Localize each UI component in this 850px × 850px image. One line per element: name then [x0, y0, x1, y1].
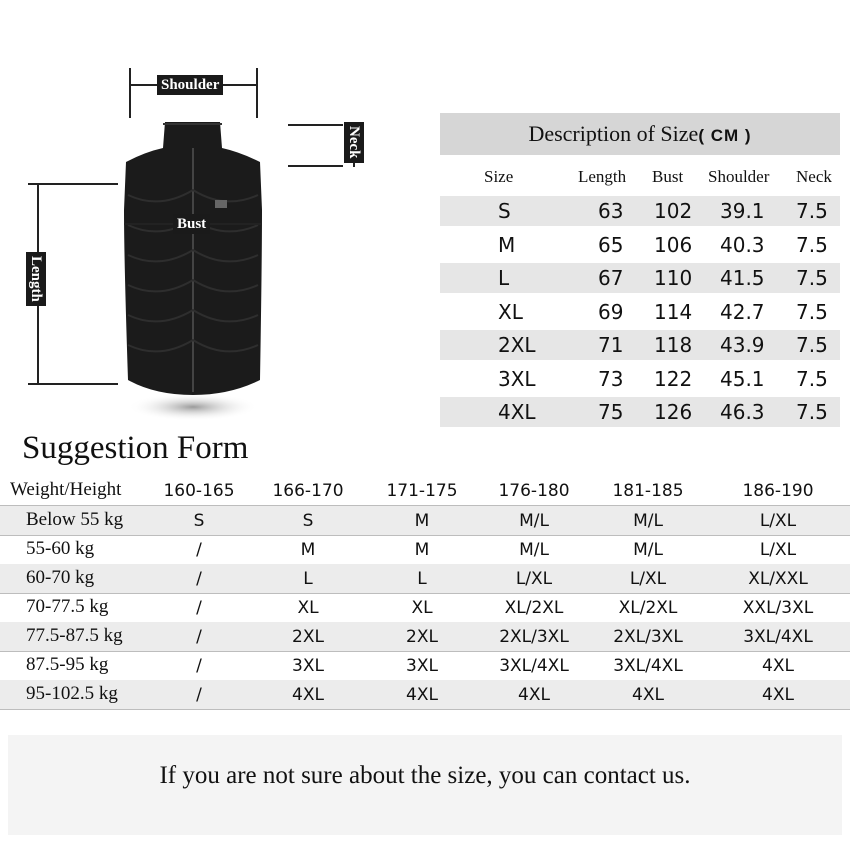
suggestion-row — [0, 622, 850, 652]
suggested-size-cell: L/XL — [515, 569, 553, 589]
suggestion-row — [0, 593, 850, 623]
header-neck: Neck — [796, 167, 832, 186]
suggestion-row — [0, 535, 850, 565]
length-label: Length — [26, 252, 46, 306]
suggested-size-cell: L/XL — [759, 540, 797, 560]
vest-diagram — [0, 0, 420, 440]
size-cell: 106 — [654, 232, 693, 257]
size-cell: 43.9 — [720, 333, 765, 357]
size-row — [440, 230, 840, 260]
suggested-size-cell: / — [196, 540, 202, 560]
suggested-size-cell: 4XL — [632, 685, 664, 705]
shoulder-left-tick — [129, 68, 131, 118]
size-cell: 67 — [598, 266, 624, 290]
suggested-size-cell: / — [196, 598, 202, 618]
size-cell: 41.5 — [720, 266, 765, 290]
suggested-size-cell: S — [302, 511, 314, 531]
suggested-size-cell: M/L — [633, 511, 663, 531]
suggestion-row — [0, 651, 850, 681]
suggested-size-cell: 4XL — [406, 685, 438, 705]
size-cell: 46.3 — [720, 400, 765, 424]
size-cell: 110 — [654, 266, 693, 290]
neck-bottom-tick — [288, 165, 343, 167]
suggested-size-cell: XL/2XL — [504, 598, 564, 618]
suggested-size-cell: L — [303, 569, 313, 589]
size-row — [440, 364, 840, 394]
suggested-size-cell: L/XL — [629, 569, 667, 589]
weight-label: 87.5-95 kg — [26, 654, 109, 675]
size-title-text: Description of Size — [528, 121, 699, 146]
size-cell: 65 — [598, 232, 624, 257]
suggested-size-cell: 4XL — [292, 685, 324, 705]
header-bust: Bust — [652, 167, 684, 186]
size-cell: 39.1 — [720, 199, 765, 223]
suggested-size-cell: / — [196, 627, 202, 647]
suggested-size-cell: 2XL/3XL — [613, 627, 683, 647]
weight-label: 60-70 kg — [26, 567, 95, 588]
suggested-size-cell: M/L — [519, 511, 549, 531]
size-cell: 4XL — [498, 400, 536, 424]
size-row — [440, 397, 840, 427]
weight-label: 95-102.5 kg — [26, 683, 118, 704]
weight-label: 77.5-87.5 kg — [26, 625, 123, 646]
weight-label: Below 55 kg — [26, 509, 124, 530]
height-header: 166-170 — [272, 481, 344, 501]
suggested-size-cell: 4XL — [762, 656, 794, 676]
size-row — [440, 297, 840, 327]
size-cell: L — [498, 266, 510, 290]
shoulder-right-tick — [256, 68, 258, 118]
size-cell: 7.5 — [796, 333, 828, 357]
size-cell: 45.1 — [720, 366, 765, 391]
suggested-size-cell: 3XL/4XL — [499, 656, 569, 676]
suggestion-header-row — [0, 476, 850, 506]
suggested-size-cell: 3XL/4XL — [743, 627, 813, 647]
size-cell: 73 — [598, 366, 624, 391]
size-cell: M — [498, 232, 516, 257]
size-unit-text: ( CM ) — [698, 126, 752, 145]
suggested-size-cell: S — [193, 511, 205, 531]
suggested-size-cell: XXL/3XL — [742, 598, 814, 618]
suggested-size-cell: M — [414, 540, 430, 560]
shoulder-label: Shoulder — [157, 75, 223, 95]
suggested-size-cell: 4XL — [518, 685, 550, 705]
suggested-size-cell: / — [196, 656, 202, 676]
suggested-size-cell: XL — [411, 598, 433, 618]
size-cell: 75 — [598, 400, 624, 424]
height-header: 186-190 — [742, 481, 814, 501]
suggested-size-cell: / — [196, 569, 202, 589]
suggested-size-cell: 3XL — [406, 656, 438, 676]
suggested-size-cell: M/L — [519, 540, 549, 560]
header-size: Size — [484, 167, 514, 186]
suggested-size-cell: XL — [297, 598, 319, 618]
size-cell: 7.5 — [796, 299, 828, 324]
height-header: 176-180 — [498, 481, 570, 501]
neck-top-tick — [288, 124, 343, 126]
suggestion-row — [0, 564, 850, 594]
suggested-size-cell: XL/2XL — [618, 598, 678, 618]
suggestion-row — [0, 506, 850, 536]
suggested-size-cell: 3XL — [292, 656, 324, 676]
footer-note: If you are not sure about the size, you can contact us. — [159, 762, 691, 789]
size-cell: 69 — [598, 299, 624, 324]
size-cell: 7.5 — [796, 232, 828, 257]
size-cell: 122 — [654, 366, 693, 391]
height-header: 160-165 — [163, 481, 235, 501]
length-top-tick — [28, 183, 118, 185]
size-row — [440, 196, 840, 226]
suggestion-form-title: Suggestion Form — [22, 430, 249, 466]
bust-label: Bust — [173, 214, 210, 234]
suggested-size-cell: 2XL — [406, 627, 438, 647]
size-cell: 42.7 — [720, 299, 765, 324]
size-cell: 40.3 — [720, 232, 765, 257]
header-length: Length — [578, 167, 627, 186]
size-cell: S — [498, 199, 511, 223]
suggested-size-cell: / — [196, 685, 202, 705]
size-cell: 7.5 — [796, 199, 828, 223]
weight-label: 70-77.5 kg — [26, 596, 109, 617]
size-table-title — [440, 113, 840, 155]
size-cell: 63 — [598, 199, 624, 223]
size-cell: 3XL — [498, 366, 536, 391]
size-cell: 2XL — [498, 333, 536, 357]
suggested-size-cell: 3XL/4XL — [613, 656, 683, 676]
size-cell: 7.5 — [796, 366, 828, 391]
suggested-size-cell: M — [414, 511, 430, 531]
height-header: 181-185 — [612, 481, 684, 501]
suggested-size-cell: XL/XXL — [748, 569, 808, 589]
size-row — [440, 263, 840, 293]
height-header: 171-175 — [386, 481, 458, 501]
length-bottom-tick — [28, 383, 118, 385]
suggested-size-cell: 2XL — [292, 627, 324, 647]
suggested-size-cell: M/L — [633, 540, 663, 560]
suggested-size-cell: 4XL — [762, 685, 794, 705]
corner-header: Weight/Height — [10, 479, 122, 500]
neck-label: Neck — [344, 122, 364, 163]
suggestion-row — [0, 680, 850, 710]
size-cell: 126 — [654, 400, 693, 424]
size-cell: XL — [498, 299, 523, 324]
size-row — [440, 330, 840, 360]
size-cell: 118 — [654, 333, 693, 357]
suggested-size-cell: M — [300, 540, 316, 560]
header-shoulder: Shoulder — [708, 167, 770, 186]
size-cell: 114 — [654, 299, 693, 324]
size-cell: 71 — [598, 333, 624, 357]
size-cell: 102 — [654, 199, 693, 223]
suggested-size-cell: L — [417, 569, 427, 589]
size-cell: 7.5 — [796, 400, 828, 424]
suggested-size-cell: L/XL — [759, 511, 797, 531]
suggested-size-cell: 2XL/3XL — [499, 627, 569, 647]
weight-label: 55-60 kg — [26, 538, 95, 559]
size-cell: 7.5 — [796, 266, 828, 290]
